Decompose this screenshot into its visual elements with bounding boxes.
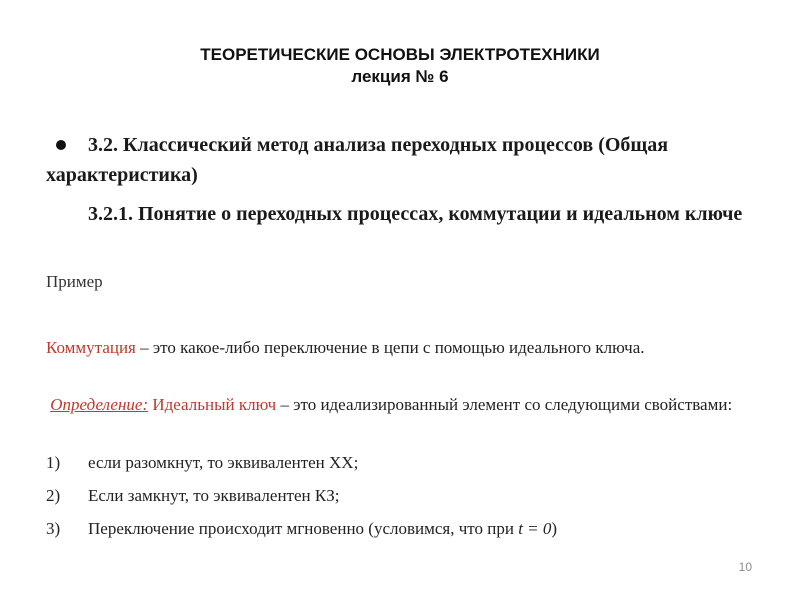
lecture-subtitle: лекция № 6: [351, 67, 449, 86]
course-title: ТЕОРЕТИЧЕСКИЕ ОСНОВЫ ЭЛЕКТРОТЕХНИКИ: [200, 45, 600, 64]
section-heading-block: [46, 130, 756, 190]
math-expression: t = 0: [518, 519, 552, 538]
definition-label: Определение:: [50, 395, 149, 414]
list-number: 2): [46, 486, 61, 505]
definition-paragraph: [46, 393, 756, 417]
subsection-heading-block: [46, 199, 756, 229]
list-number: 3): [46, 519, 61, 538]
list-item: [46, 484, 756, 508]
section-heading: 3.2. Классический метод анализа переходных процессов (Общая характеристика): [46, 134, 669, 186]
list-text-tail: ): [551, 519, 558, 538]
example-label: Пример: [46, 272, 103, 291]
ideal-switch-term: Идеальный ключ: [152, 395, 277, 414]
commutation-paragraph: [46, 336, 756, 360]
slide-header: [0, 44, 800, 88]
list-text: Если замкнут, то эквивалентен КЗ;: [88, 486, 340, 505]
bullet-icon: [56, 140, 66, 150]
properties-list: [46, 451, 756, 550]
list-number: 1): [46, 453, 61, 472]
page-number: 10: [738, 560, 752, 574]
list-text: если разомкнут, то эквивалентен ХХ;: [88, 453, 359, 472]
definition-text: – это идеализированный элемент со следующими свойствами:: [276, 395, 733, 414]
list-item: [46, 451, 756, 475]
list-text: Переключение происходит мгновенно (условимся, что при: [88, 519, 519, 538]
commutation-term: Коммутация: [46, 338, 136, 357]
commutation-definition: – это какое-либо переключение в цепи с помощью идеального ключа.: [135, 338, 645, 357]
list-item: [46, 517, 756, 541]
subsection-heading: 3.2.1. Понятие о переходных процессах, коммутации и идеальном ключе: [88, 203, 743, 225]
